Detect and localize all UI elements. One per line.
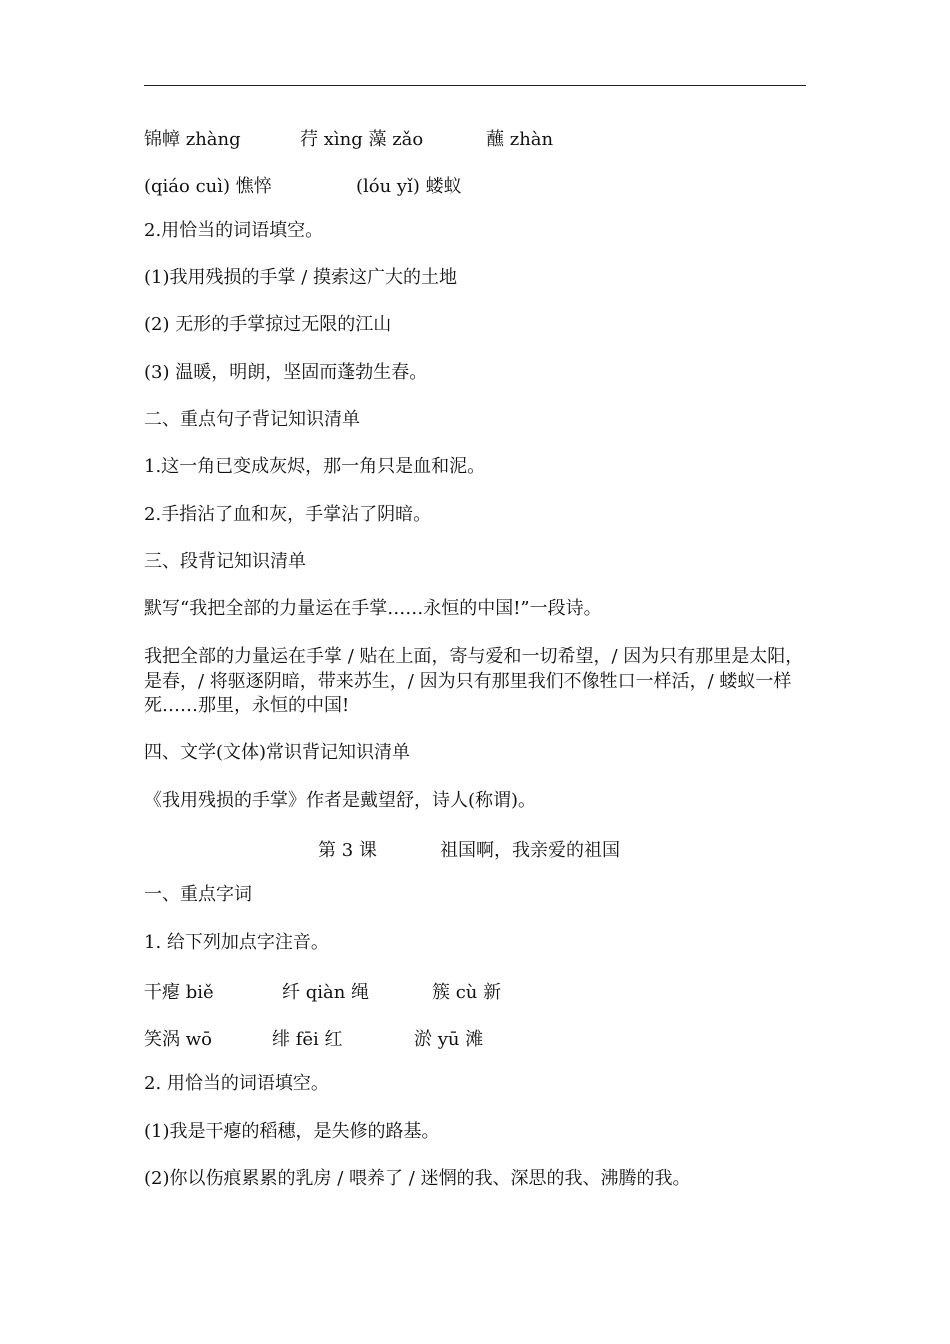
key-sentence: 2.手指沾了血和灰，手掌沾了阴暗。 bbox=[144, 504, 432, 525]
fill-heading: 2. 用恰当的词语填空。 bbox=[144, 1073, 329, 1094]
lesson-title: 祖国啊，我亲爱的祖国 bbox=[440, 840, 620, 861]
author-note: 《我用残损的手掌》作者是戴望舒，诗人(称谓)。 bbox=[144, 790, 537, 811]
fill-item: (2) 无形的手掌掠过无限的江山 bbox=[144, 314, 392, 335]
vocab-item: 笑涡 wō bbox=[144, 1029, 212, 1050]
vocab-item: 干瘪 biě bbox=[144, 982, 214, 1003]
fill-item: (3) 温暖，明朗，坚固而蓬勃生春。 bbox=[144, 362, 428, 383]
vocab-item: 绯 fēi 红 bbox=[272, 1029, 343, 1050]
section-heading: 四、文学(文体)常识背记知识清单 bbox=[144, 742, 411, 763]
vocab-item: (qiáo cuì) 憔悴 bbox=[144, 176, 272, 197]
lesson-number: 第 3 课 bbox=[318, 840, 377, 861]
section-heading: 三、段背记知识清单 bbox=[144, 551, 306, 572]
header-rule bbox=[144, 85, 806, 86]
section-heading: 二、重点句子背记知识清单 bbox=[144, 409, 360, 430]
fill-heading: 2.用恰当的词语填空。 bbox=[144, 220, 324, 241]
section-heading: 一、重点字词 bbox=[144, 884, 252, 905]
fill-item: (1)我是干瘪的稻穗，是失修的路基。 bbox=[144, 1121, 440, 1142]
vocab-item: 荇 xìng 藻 zǎo bbox=[300, 129, 424, 150]
fill-item: (1)我用残损的手掌 / 摸索这广大的土地 bbox=[144, 267, 458, 288]
vocab-item: 纤 qiàn 绳 bbox=[282, 982, 370, 1003]
vocab-item: 锦幛 zhàng bbox=[144, 129, 241, 150]
vocab-item: 蘸 zhàn bbox=[486, 129, 554, 150]
fill-item: (2)你以伤痕累累的乳房 / 喂养了 / 迷惘的我、深思的我、沸腾的我。 bbox=[144, 1168, 691, 1189]
dictation-prompt: 默写“我把全部的力量运在手掌……永恒的中国!”一段诗。 bbox=[144, 598, 602, 619]
key-sentence: 1.这一角已变成灰烬，那一角只是血和泥。 bbox=[144, 456, 486, 477]
vocab-item: (lóu yǐ) 蝼蚁 bbox=[356, 176, 462, 197]
pinyin-heading: 1. 给下列加点字注音。 bbox=[144, 932, 329, 953]
vocab-item: 簇 cù 新 bbox=[432, 982, 502, 1003]
vocab-item: 淤 yū 滩 bbox=[414, 1029, 484, 1050]
poem-paragraph: 我把全部的力量运在手掌 / 贴在上面，寄与爱和一切希望，/ 因为只有那里是太阳，是春，/ 将驱逐阴暗，带来苏生，/ 因为只有那里我们不像牲口一样活，/ 蝼蚁一样死……那里，永恒的中国! bbox=[144, 646, 804, 716]
